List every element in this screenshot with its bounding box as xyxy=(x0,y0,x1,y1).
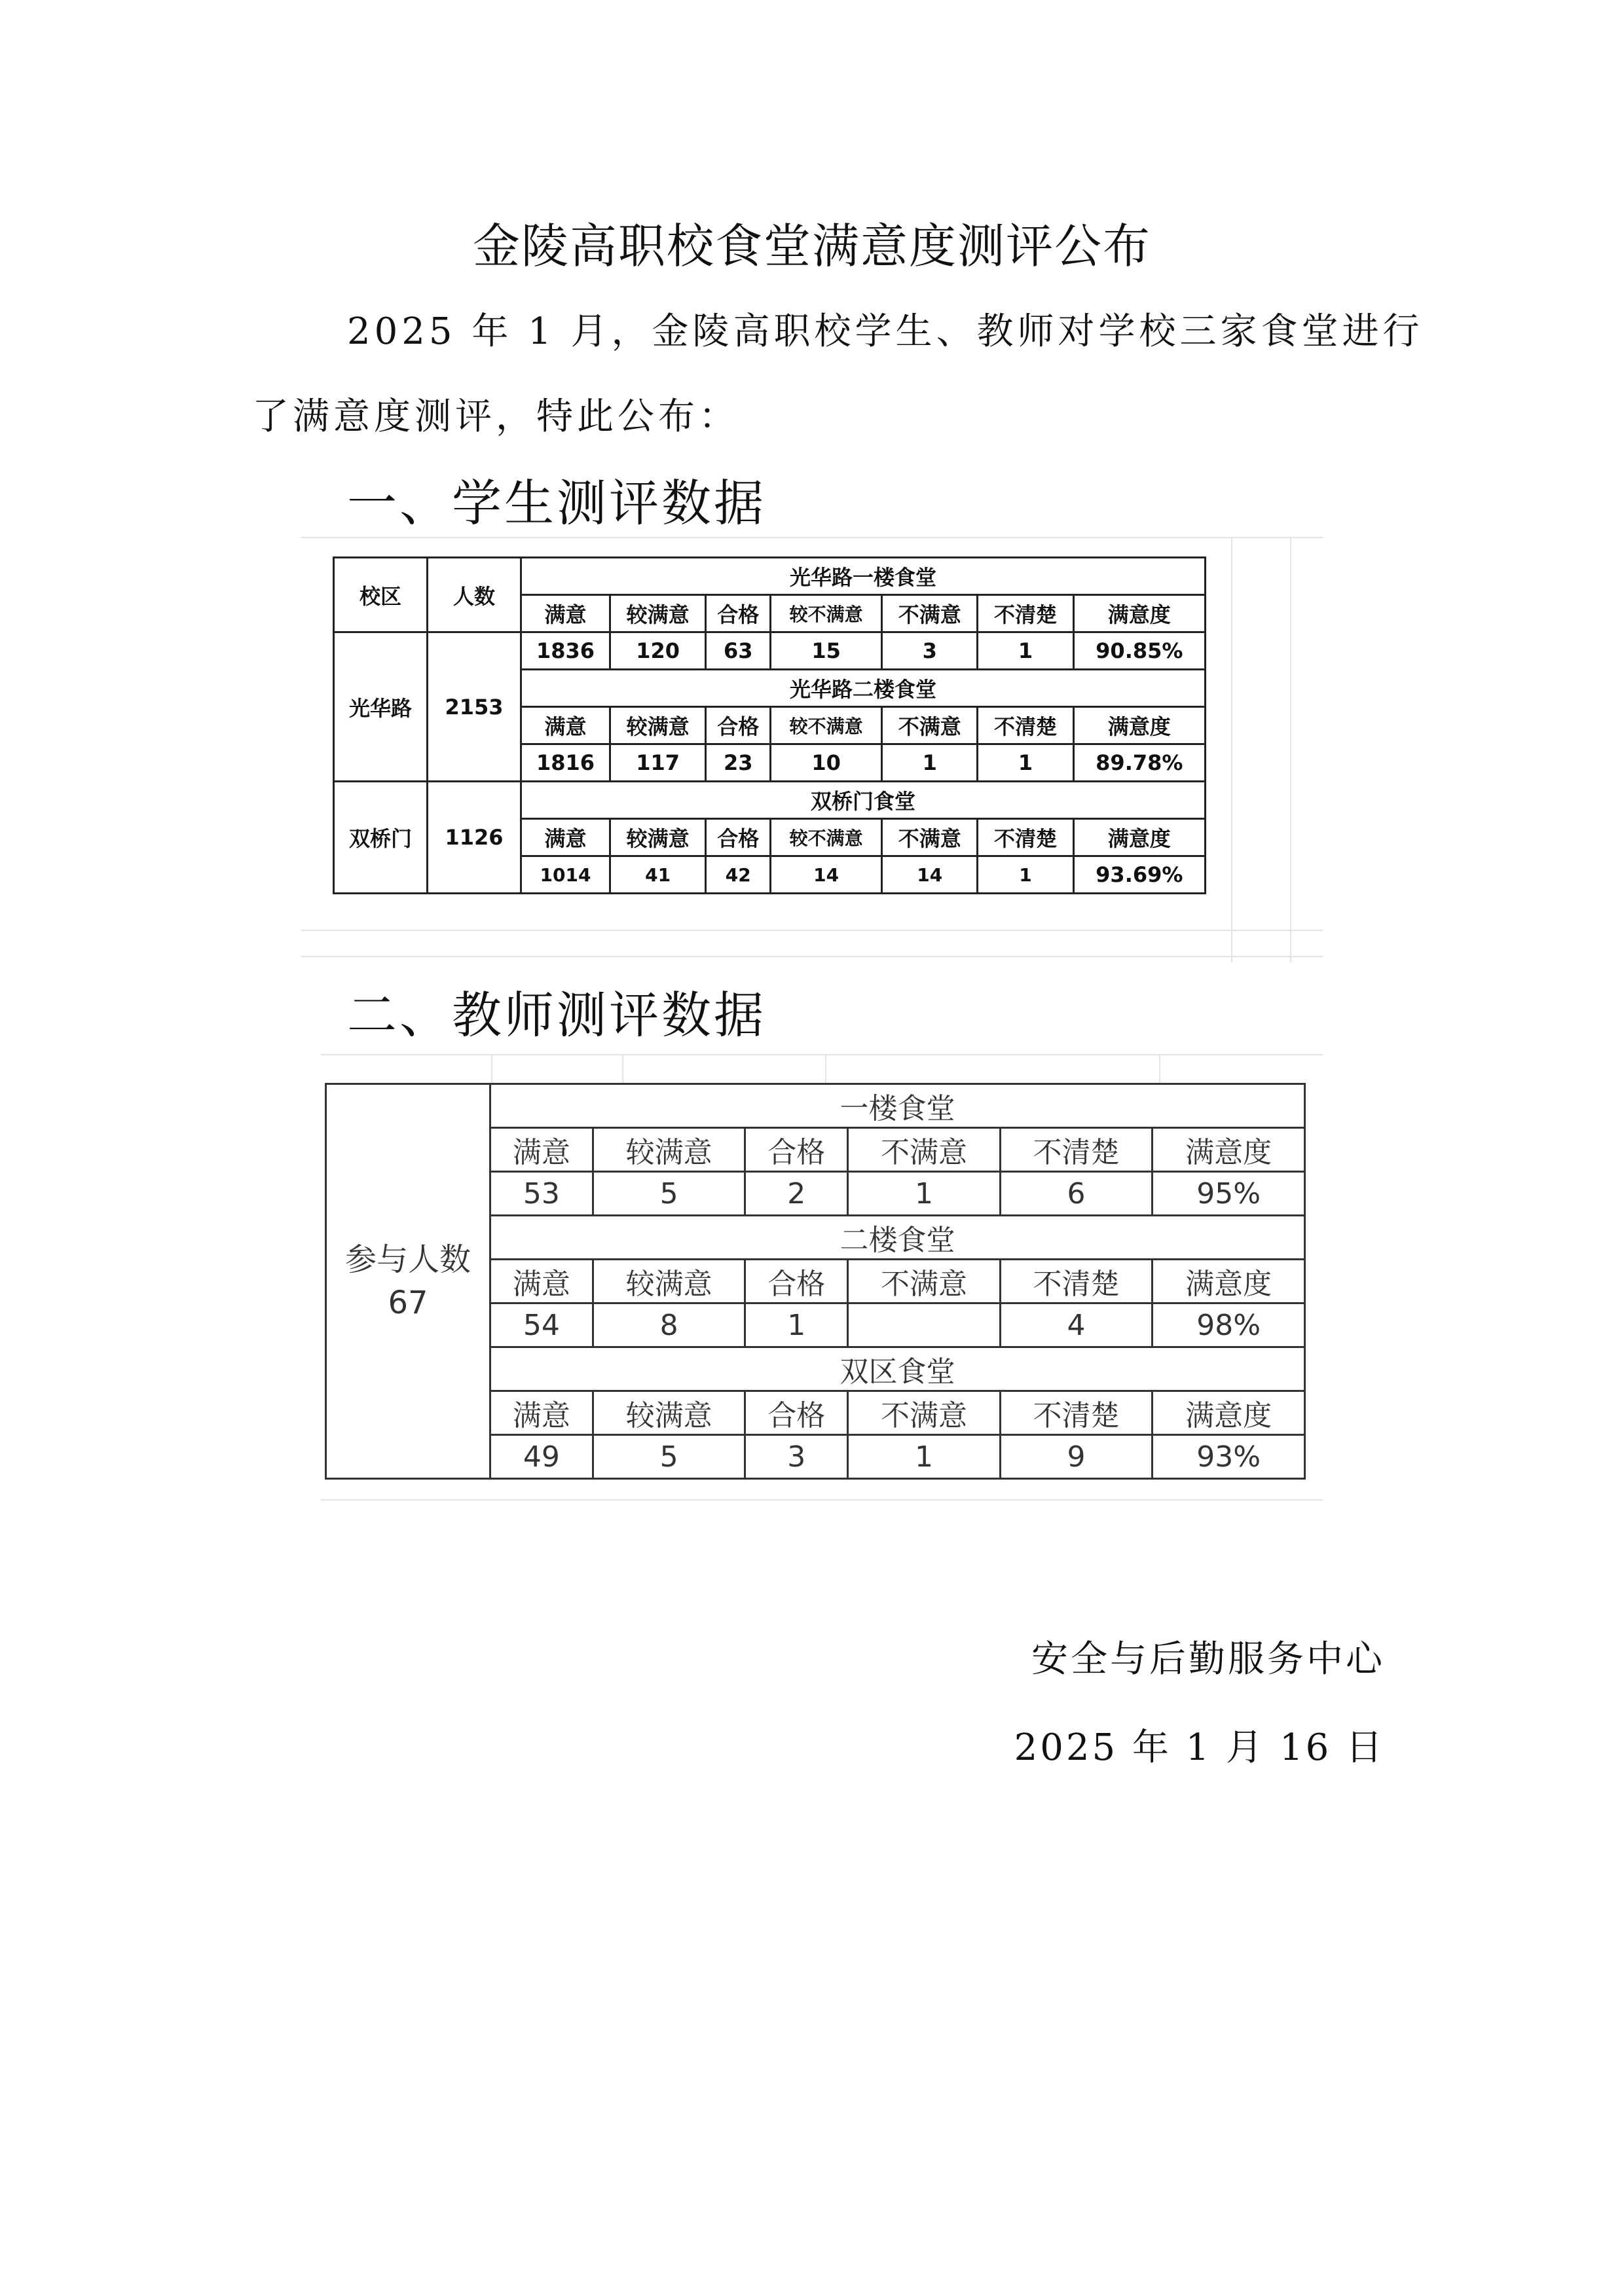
value-cell: 89.78% xyxy=(1073,744,1205,782)
value-cell: 49 xyxy=(490,1435,593,1479)
value-cell: 1 xyxy=(848,1435,1001,1479)
value-cell: 95% xyxy=(1153,1172,1305,1216)
header-cell: 较满意 xyxy=(593,1260,745,1303)
header-cell: 不满意 xyxy=(848,1260,1001,1303)
participants-count: 67 xyxy=(388,1285,428,1321)
value-cell: 23 xyxy=(706,744,771,782)
value-cell: 1 xyxy=(978,744,1073,782)
value-cell: 6 xyxy=(1000,1172,1153,1216)
value-cell: 10 xyxy=(771,744,882,782)
header-cell: 满意度 xyxy=(1073,819,1205,856)
value-cell: 4 xyxy=(1000,1303,1153,1347)
canteen-name: 一楼食堂 xyxy=(490,1084,1305,1128)
teacher-survey-table xyxy=(325,1083,1306,1480)
value-cell: 1 xyxy=(978,632,1073,670)
value-cell: 14 xyxy=(771,856,882,894)
value-cell: 5 xyxy=(593,1435,745,1479)
header-cell: 满意 xyxy=(521,707,610,744)
value-cell: 90.85% xyxy=(1073,632,1205,670)
student-survey-table xyxy=(333,556,1206,894)
header-cell: 不清楚 xyxy=(1000,1128,1153,1172)
header-cell: 合格 xyxy=(745,1128,848,1172)
header-cell: 较不满意 xyxy=(771,819,882,856)
value-cell: 9 xyxy=(1000,1435,1153,1479)
participants-label: 参与人数 xyxy=(344,1241,471,1278)
value-cell: 42 xyxy=(706,856,771,894)
count-cell: 2153 xyxy=(428,632,521,782)
header-cell: 不清楚 xyxy=(1000,1391,1153,1435)
intro-line-2: 了满意度测评，特此公布： xyxy=(252,395,739,438)
value-cell: 117 xyxy=(610,744,705,782)
table-row xyxy=(334,558,1206,595)
header-cell: 不满意 xyxy=(882,707,978,744)
value-cell xyxy=(848,1303,1001,1347)
signature-date: 2025 年 1 月 16 日 xyxy=(1014,1726,1385,1769)
header-cell: 满意度 xyxy=(1073,707,1205,744)
table-row xyxy=(334,632,1206,670)
value-cell: 1836 xyxy=(521,632,610,670)
table-row xyxy=(326,1084,1305,1128)
canteen-name: 双区食堂 xyxy=(490,1347,1305,1391)
header-cell: 合格 xyxy=(706,707,771,744)
header-cell: 不满意 xyxy=(882,595,978,632)
participants-cell xyxy=(326,1084,490,1479)
table-row xyxy=(334,782,1206,819)
value-cell: 93.69% xyxy=(1073,856,1205,894)
header-cell: 合格 xyxy=(745,1391,848,1435)
header-cell: 不满意 xyxy=(882,819,978,856)
header-cell: 较满意 xyxy=(610,707,705,744)
campus-cell: 双桥门 xyxy=(334,782,428,894)
header-cell: 满意 xyxy=(490,1260,593,1303)
header-cell: 满意 xyxy=(490,1128,593,1172)
value-cell: 14 xyxy=(882,856,978,894)
value-cell: 93% xyxy=(1153,1435,1305,1479)
header-cell: 满意度 xyxy=(1153,1128,1305,1172)
signature-org: 安全与后勤服务中心 xyxy=(1031,1638,1385,1681)
canteen-name: 二楼食堂 xyxy=(490,1216,1305,1260)
canteen-name: 双桥门食堂 xyxy=(521,782,1206,819)
student-section-heading: 一、学生测评数据 xyxy=(347,474,766,532)
value-cell: 53 xyxy=(490,1172,593,1216)
value-cell: 5 xyxy=(593,1172,745,1216)
header-cell: 满意度 xyxy=(1153,1260,1305,1303)
header-cell: 合格 xyxy=(745,1260,848,1303)
value-cell: 41 xyxy=(610,856,705,894)
header-cell: 较满意 xyxy=(593,1391,745,1435)
header-cell: 不满意 xyxy=(848,1128,1001,1172)
value-cell: 1 xyxy=(745,1303,848,1347)
value-cell: 1014 xyxy=(521,856,610,894)
teacher-section-heading: 二、教师测评数据 xyxy=(347,986,766,1044)
value-cell: 1 xyxy=(882,744,978,782)
header-cell: 满意度 xyxy=(1073,595,1205,632)
canteen-name: 光华路一楼食堂 xyxy=(521,558,1206,595)
header-cell: 较满意 xyxy=(610,819,705,856)
header-cell: 合格 xyxy=(706,819,771,856)
header-cell: 不清楚 xyxy=(978,595,1073,632)
header-cell: 较不满意 xyxy=(771,595,882,632)
value-cell: 1 xyxy=(848,1172,1001,1216)
intro-line-1: 2025 年 1 月，金陵高职校学生、教师对学校三家食堂进行 xyxy=(347,310,1424,353)
value-cell: 2 xyxy=(745,1172,848,1216)
value-cell: 3 xyxy=(882,632,978,670)
campus-cell: 光华路 xyxy=(334,632,428,782)
header-cell: 较不满意 xyxy=(771,707,882,744)
header-cell: 较满意 xyxy=(593,1128,745,1172)
value-cell: 98% xyxy=(1153,1303,1305,1347)
header-cell: 不清楚 xyxy=(1000,1260,1153,1303)
campus-header: 校区 xyxy=(334,558,428,632)
header-cell: 满意度 xyxy=(1153,1391,1305,1435)
header-cell: 满意 xyxy=(490,1391,593,1435)
document-title: 金陵高职校食堂满意度测评公布 xyxy=(472,219,1151,274)
value-cell: 3 xyxy=(745,1435,848,1479)
header-cell: 合格 xyxy=(706,595,771,632)
value-cell: 1816 xyxy=(521,744,610,782)
header-cell: 不清楚 xyxy=(978,819,1073,856)
count-header: 人数 xyxy=(428,558,521,632)
count-cell: 1126 xyxy=(428,782,521,894)
value-cell: 15 xyxy=(771,632,882,670)
header-cell: 较满意 xyxy=(610,595,705,632)
header-cell: 不满意 xyxy=(848,1391,1001,1435)
canteen-name: 光华路二楼食堂 xyxy=(521,670,1206,707)
value-cell: 8 xyxy=(593,1303,745,1347)
header-cell: 满意 xyxy=(521,595,610,632)
header-cell: 满意 xyxy=(521,819,610,856)
value-cell: 120 xyxy=(610,632,705,670)
value-cell: 1 xyxy=(978,856,1073,894)
header-cell: 不清楚 xyxy=(978,707,1073,744)
value-cell: 54 xyxy=(490,1303,593,1347)
value-cell: 63 xyxy=(706,632,771,670)
